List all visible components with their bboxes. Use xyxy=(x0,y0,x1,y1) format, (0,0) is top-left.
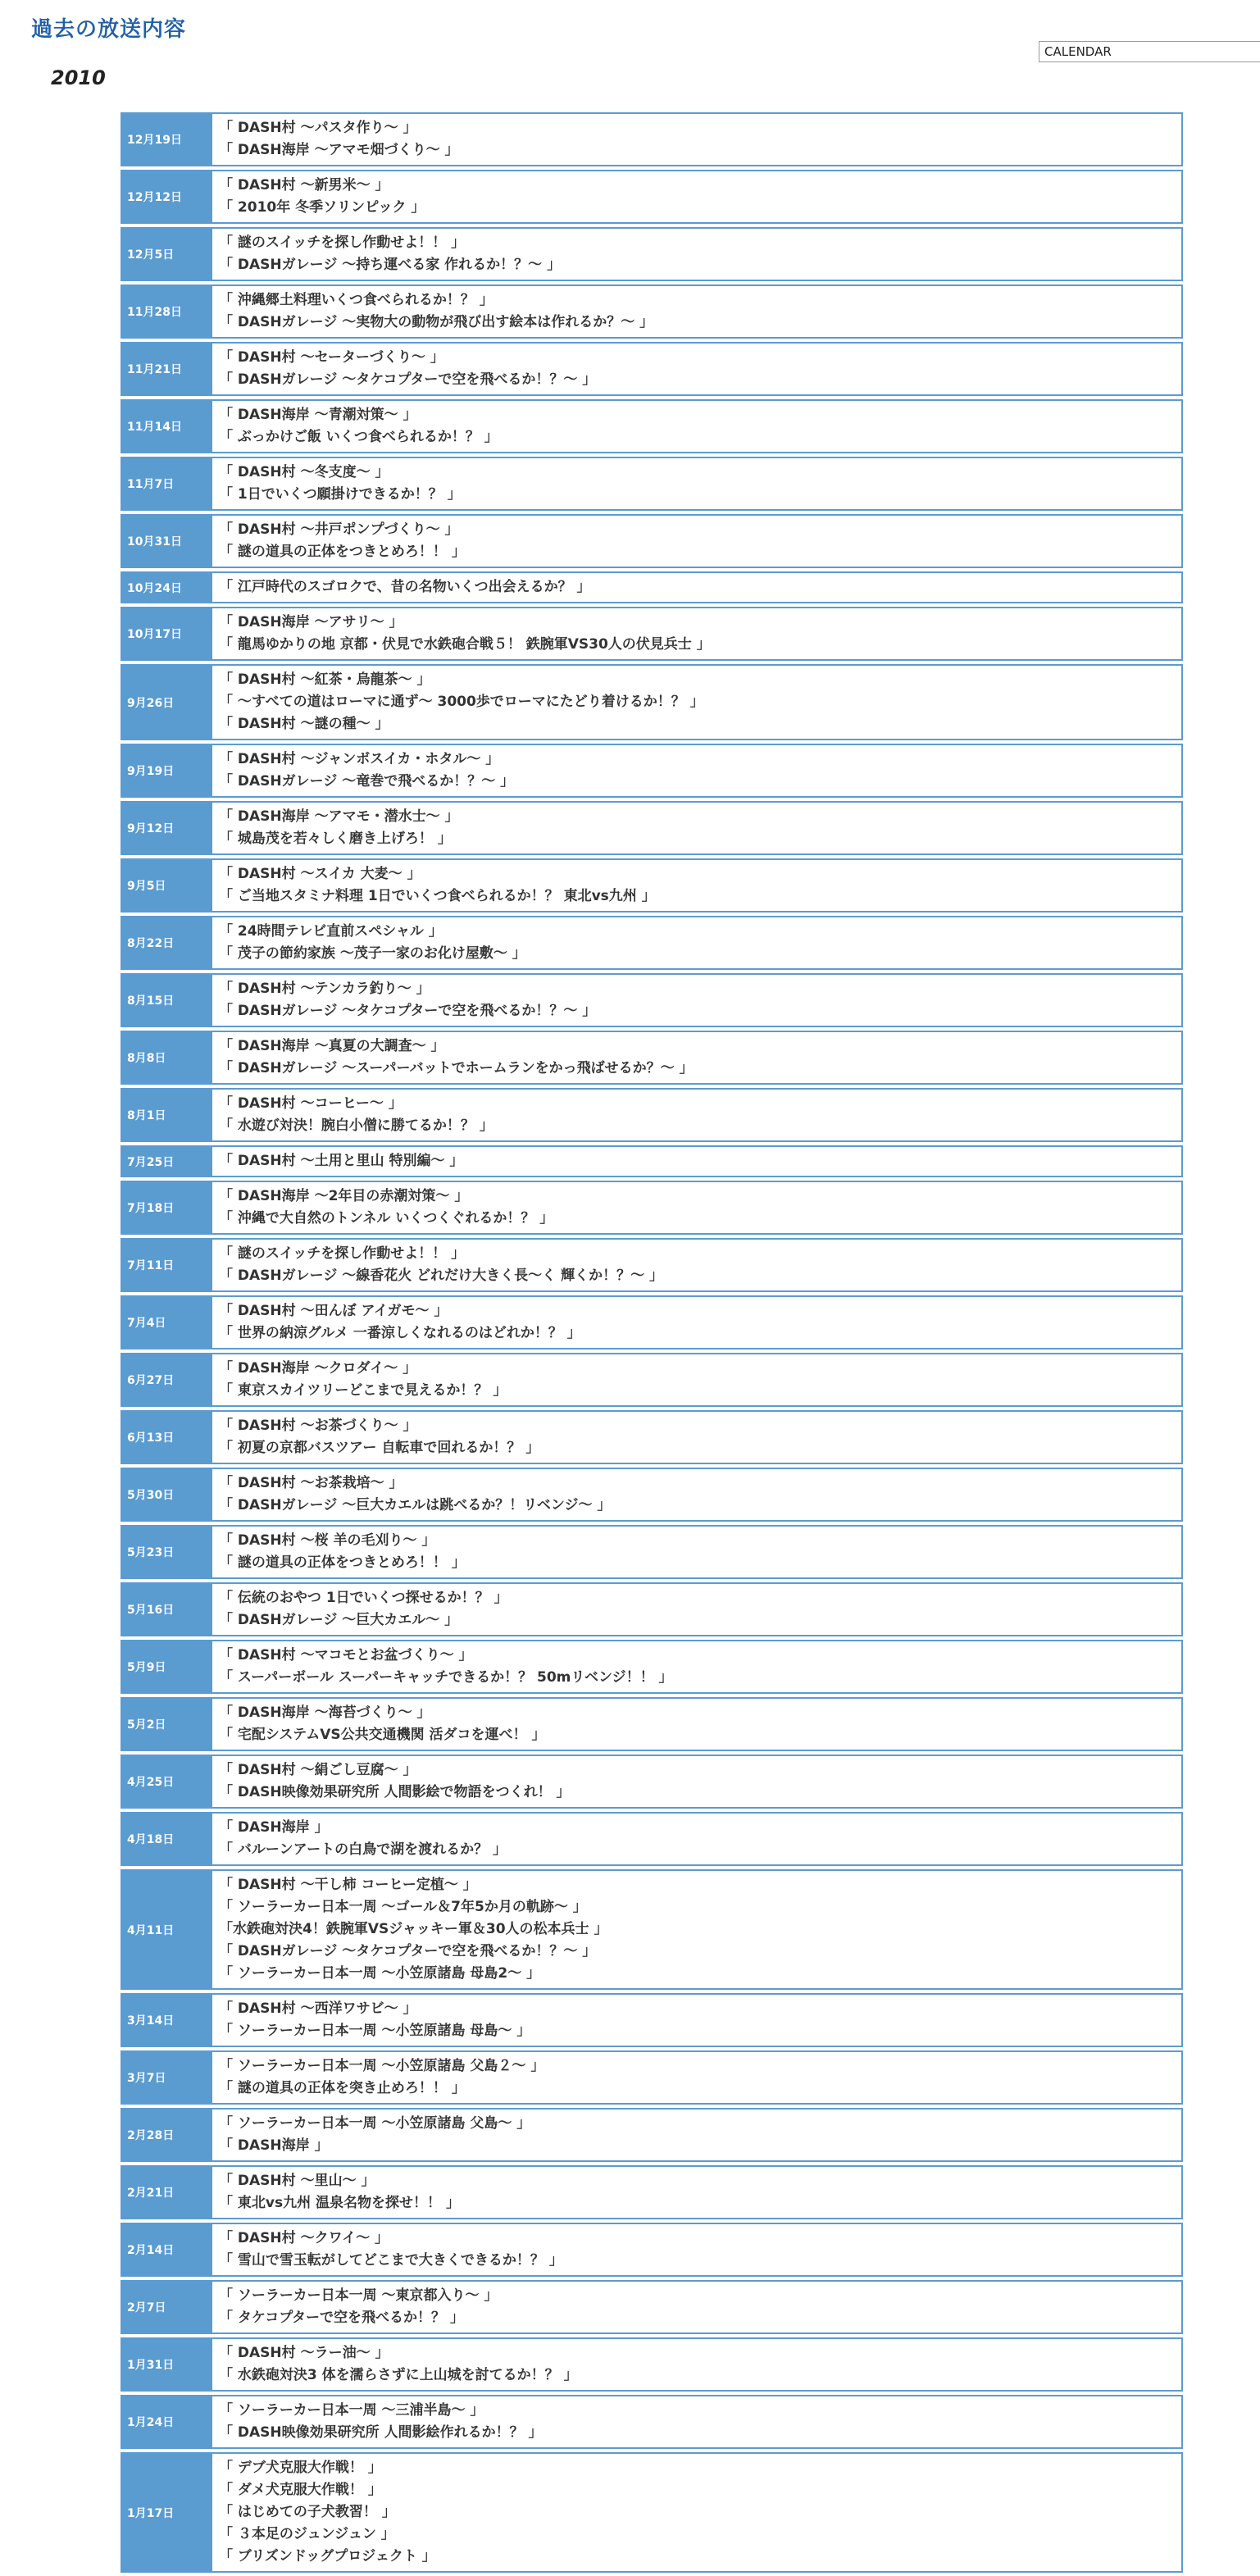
episode-title: 「 DASH村 ～謎の種～ 」 xyxy=(219,716,389,732)
episode-title: 「 DASH海岸 」 xyxy=(219,2137,329,2154)
episode-title: 「 DASH村 ～スイカ 大麦～ 」 xyxy=(219,866,421,882)
episode-title: 「 DASH村 ～冬支度～ 」 xyxy=(219,464,389,480)
episode-row xyxy=(121,170,1183,224)
episode-title: 「 雪山で雪玉転がしてどこまで大きくできるか！？ 」 xyxy=(219,2252,563,2269)
broadcast-date: 10月24日 xyxy=(122,573,211,602)
broadcast-date: 5月30日 xyxy=(122,1469,211,1520)
episode-titles xyxy=(211,860,1181,911)
broadcast-date: 7月11日 xyxy=(122,1240,211,1290)
episode-titles xyxy=(211,1814,1181,1864)
episode-row xyxy=(121,973,1183,1027)
episode-row xyxy=(121,1145,1183,1177)
episode-title: 「 ～すべての道はローマに通ず～ 3000歩でローマにたどり着けるか！？ 」 xyxy=(219,694,704,710)
episode-title: 「 DASH村 ～コーヒー～ 」 xyxy=(219,1095,403,1112)
episode-row xyxy=(121,607,1183,661)
episode-title: 「 沖縄で大自然のトンネル いくつくぐれるか！？ 」 xyxy=(219,1210,554,1227)
broadcast-date: 8月1日 xyxy=(122,1090,211,1140)
broadcast-date: 2月28日 xyxy=(122,2109,211,2160)
episode-row xyxy=(121,1755,1183,1809)
episode-titles xyxy=(211,1297,1181,1348)
episode-title: 「 DASH村 ～土用と里山 特別編～ 」 xyxy=(219,1153,464,1169)
episode-titles xyxy=(211,1032,1181,1083)
episode-title: 「 DASH村 ～マコモとお盆づくり～ 」 xyxy=(219,1647,473,1663)
episode-titles xyxy=(211,1469,1181,1520)
episode-title: 「 DASH海岸 」 xyxy=(219,1819,329,1836)
episode-row xyxy=(121,2223,1183,2277)
episode-title: 「 DASH村 ～セーターづくり～ 」 xyxy=(219,349,444,366)
episode-row xyxy=(121,457,1183,511)
episode-titles xyxy=(211,229,1181,280)
episode-titles xyxy=(211,1699,1181,1750)
episode-row xyxy=(121,1295,1183,1349)
episode-title: 「 DASH村 ～西洋ワサビ～ 」 xyxy=(219,2000,417,2017)
broadcast-date: 11月7日 xyxy=(122,458,211,509)
episode-title: 「 ソーラーカー日本一周 ～小笠原諸島 母島2～ 」 xyxy=(219,1965,541,1982)
episode-row xyxy=(121,399,1183,453)
episode-row xyxy=(121,571,1183,603)
episode-title: 「 謎のスイッチを探し作動せよ！！ 」 xyxy=(219,1245,466,1262)
episode-title: 「 ソーラーカー日本一周 ～小笠原諸島 父島～ 」 xyxy=(219,2115,531,2132)
episode-title: 「 水鉄砲対決3 体を濡らさずに上山城を討てるか！？ 」 xyxy=(219,2367,578,2383)
episode-title: 「 DASH村 ～テンカラ釣り～ 」 xyxy=(219,981,430,997)
episode-titles xyxy=(211,458,1181,509)
episode-title: 「 DASH村 ～井戸ポンプづくり～ 」 xyxy=(219,521,459,538)
episode-title: 「 DASHガレージ ～タケコプターで空を飛べるか！？～ 」 xyxy=(219,1943,597,1959)
episode-row xyxy=(121,1088,1183,1142)
episode-title: 「 謎のスイッチを探し作動せよ！！ 」 xyxy=(219,234,466,251)
episode-title: 「 ご当地スタミナ料理 1日でいくつ食べられるか！？ 東北vs九州 」 xyxy=(219,888,656,904)
broadcast-date: 8月15日 xyxy=(122,975,211,1026)
episode-row xyxy=(121,1353,1183,1407)
episode-title: 「 DASH村 ～桜 羊の毛刈り～ 」 xyxy=(219,1532,436,1549)
episode-titles xyxy=(211,2052,1181,2103)
episode-row xyxy=(121,1697,1183,1751)
episode-titles xyxy=(211,1641,1181,1692)
episode-title: 「 タケコプターで空を飛べるか！？ 」 xyxy=(219,2310,464,2326)
broadcast-date: 7月18日 xyxy=(122,1182,211,1233)
broadcast-date: 3月14日 xyxy=(122,1995,211,2046)
episode-title: 「 DASH海岸 ～アマモ・潜水士～ 」 xyxy=(219,808,459,825)
episode-titles xyxy=(211,975,1181,1026)
episode-title: 「 DASHガレージ ～竜巻で飛べるか！？～ 」 xyxy=(219,773,515,790)
episode-title: 「 DASH村 ～クワイ～ 」 xyxy=(219,2230,389,2246)
episode-title: 「 沖縄郷土料理いくつ食べられるか！？ 」 xyxy=(219,292,494,308)
broadcast-date: 3月7日 xyxy=(122,2052,211,2103)
episode-title: 「 DASH海岸 ～アサリ～ 」 xyxy=(219,614,403,630)
episode-title: 「 DASH村 ～干し柿 コーヒー定植～ 」 xyxy=(219,1877,477,1893)
episode-titles xyxy=(211,608,1181,659)
episode-row xyxy=(121,2280,1183,2334)
page-title: 過去の放送内容 xyxy=(31,17,187,42)
broadcast-date: 11月28日 xyxy=(122,286,211,337)
episode-title: 「 DASH海岸 ～青潮対策～ 」 xyxy=(219,407,417,423)
episode-row xyxy=(121,2165,1183,2219)
episode-row xyxy=(121,1812,1183,1866)
episode-titles xyxy=(211,1412,1181,1463)
episode-row xyxy=(121,916,1183,970)
episode-titles xyxy=(211,2339,1181,2390)
broadcast-date: 5月16日 xyxy=(122,1584,211,1635)
episode-row xyxy=(121,2452,1183,2573)
episode-titles xyxy=(211,1584,1181,1635)
episode-title: 「 1日でいくつ願掛けできるか！？ 」 xyxy=(219,486,462,503)
episode-titles xyxy=(211,2282,1181,2333)
episode-title: 「 DASH村 ～パスタ作り～ 」 xyxy=(219,120,417,136)
episode-title: 「 DASH映像効果研究所 人間影絵作れるか！？ 」 xyxy=(219,2424,543,2441)
episode-title: 「 DASHガレージ ～巨大カエル～ 」 xyxy=(219,1612,459,1628)
episode-title: 「 世界の納涼グルメ 一番涼しくなれるのはどれか！？ 」 xyxy=(219,1325,581,1341)
broadcast-date: 10月31日 xyxy=(122,516,211,567)
episode-title: 「 ３本足のジュンジュン 」 xyxy=(219,2526,395,2542)
broadcast-date: 2月21日 xyxy=(122,2167,211,2218)
episode-row xyxy=(121,1993,1183,2047)
broadcast-date: 5月2日 xyxy=(122,1699,211,1750)
episode-titles xyxy=(211,2224,1181,2275)
episode-title: 「 DASHガレージ ～タケコプターで空を飛べるか！？～ 」 xyxy=(219,371,597,388)
episode-row xyxy=(121,1468,1183,1522)
episode-title: 「 ソーラーカー日本一周 ～東京都入り～ 」 xyxy=(219,2287,498,2304)
broadcast-date: 12月12日 xyxy=(122,171,211,222)
episode-titles xyxy=(211,666,1181,739)
episode-row xyxy=(121,342,1183,396)
episode-title: 「 はじめての子犬教習！ 」 xyxy=(219,2504,396,2520)
broadcast-date: 12月19日 xyxy=(122,114,211,165)
broadcast-date: 2月7日 xyxy=(122,2282,211,2333)
year-heading: 2010 xyxy=(51,66,106,89)
episode-row xyxy=(121,514,1183,568)
episode-row xyxy=(121,2108,1183,2162)
episode-titles xyxy=(211,2396,1181,2447)
broadcast-date: 5月23日 xyxy=(122,1527,211,1577)
episode-title: 「 ソーラーカー日本一周 ～三浦半島～ 」 xyxy=(219,2402,484,2419)
episode-title: 「 DASH海岸 ～2年目の赤潮対策～ 」 xyxy=(219,1188,469,1204)
broadcast-date: 9月5日 xyxy=(122,860,211,911)
episode-row xyxy=(121,858,1183,913)
episode-title: 「 東京スカイツリーどこまで見えるか！？ 」 xyxy=(219,1382,507,1399)
episode-title: 「 ブリズンドッグプロジェクト 」 xyxy=(219,2548,436,2565)
episode-row xyxy=(121,1238,1183,1292)
broadcast-date: 1月17日 xyxy=(122,2454,211,2571)
episode-row xyxy=(121,284,1183,339)
episode-titles xyxy=(211,1995,1181,2046)
episode-titles xyxy=(211,401,1181,452)
episode-title: 「 DASH村 ～新男米～ 」 xyxy=(219,177,389,193)
episode-title: 「 24時間テレビ直前スペシャル 」 xyxy=(219,923,443,940)
episode-title: 「 宅配システムVS公共交通機関 活ダコを運べ！ 」 xyxy=(219,1727,546,1743)
episode-title: 「 DASH海岸 ～海苔づくり～ 」 xyxy=(219,1704,431,1721)
episode-title: 「 水遊び対決！腕白小僧に勝てるか！？ 」 xyxy=(219,1117,494,1134)
episode-titles xyxy=(211,1871,1181,1988)
episode-titles xyxy=(211,1354,1181,1405)
episode-title: 「 DASH海岸 ～クロダイ～ 」 xyxy=(219,1360,417,1377)
episode-titles xyxy=(211,114,1181,165)
episode-titles xyxy=(211,573,1181,602)
broadcast-date: 6月13日 xyxy=(122,1412,211,1463)
episode-title: 「 DASHガレージ ～スーパーバットでホームランをかっ飛ばせるか？～ 」 xyxy=(219,1060,694,1076)
episode-title: 「 城島茂を若々しく磨き上げろ！ 」 xyxy=(219,831,452,847)
episode-title: 「 DASH映像効果研究所 人間影絵で物語をつくれ！ 」 xyxy=(219,1784,571,1800)
episode-titles xyxy=(211,745,1181,796)
broadcast-date: 7月25日 xyxy=(122,1147,211,1176)
episode-titles xyxy=(211,516,1181,567)
episode-title: 「 DASHガレージ ～実物大の動物が飛び出す絵本は作れるか？～ 」 xyxy=(219,314,654,330)
episode-title: 「 茂子の節約家族 ～茂子一家のお化け屋敷～ 」 xyxy=(219,945,526,962)
episode-title: 「 DASH村 ～絹ごし豆腐～ 」 xyxy=(219,1762,417,1778)
episode-title: 「 ダメ犬克服大作戦！ 」 xyxy=(219,2482,382,2498)
episode-titles xyxy=(211,1090,1181,1140)
broadcast-date: 2月14日 xyxy=(122,2224,211,2275)
episode-title: 「 ソーラーカー日本一周 ～小笠原諸島 母島～ 」 xyxy=(219,2023,531,2039)
episode-titles xyxy=(211,1240,1181,1290)
broadcast-date: 11月14日 xyxy=(122,401,211,452)
broadcast-date: 1月24日 xyxy=(122,2396,211,2447)
broadcast-date: 10月17日 xyxy=(122,608,211,659)
episode-title: 「 謎の道具の正体をつきとめろ！！ 」 xyxy=(219,1554,466,1571)
episode-title: 「 伝統のおやつ 1日でいくつ探せるか！？ 」 xyxy=(219,1590,508,1606)
episode-title: 「 DASHガレージ ～巨大カエルは跳べるか？！リベンジ～ 」 xyxy=(219,1497,612,1513)
episode-title: 「 謎の道具の正体をつきとめろ！！ 」 xyxy=(219,544,466,560)
episode-titles xyxy=(211,2109,1181,2160)
episode-title: 「 初夏の京都バスツアー 自転車で回れるか！？ 」 xyxy=(219,1440,540,1456)
broadcast-date: 8月22日 xyxy=(122,917,211,968)
episode-title: 「 スーパーボール スーパーキャッチできるか！？ 50mリベンジ！！ 」 xyxy=(219,1669,673,1686)
episode-title: 「水鉄砲対決4！鉄腕軍VSジャッキー軍＆30人の松本兵士 」 xyxy=(219,1921,608,1937)
episode-titles xyxy=(211,917,1181,968)
episode-row xyxy=(121,1410,1183,1464)
broadcast-date: 9月19日 xyxy=(122,745,211,796)
episode-title: 「 DASHガレージ ～タケコプターで空を飛べるか！？～ 」 xyxy=(219,1003,597,1019)
episode-title: 「 DASH村 ～ラー油～ 」 xyxy=(219,2345,389,2361)
episode-titles xyxy=(211,286,1181,337)
episode-row xyxy=(121,664,1183,740)
episode-title: 「 DASH海岸 ～真夏の大調査～ 」 xyxy=(219,1038,445,1054)
episode-title: 「 DASH村 ～紅茶・烏龍茶～ 」 xyxy=(219,671,431,688)
episode-row xyxy=(121,1869,1183,1990)
broadcast-date: 4月25日 xyxy=(122,1756,211,1807)
episode-title: 「 龍馬ゆかりの地 京都・伏見で水鉄砲合戦５！ 鉄腕軍VS30人の伏見兵士 」 xyxy=(219,636,711,653)
episode-title: 「 DASH村 ～お茶づくり～ 」 xyxy=(219,1418,417,1434)
broadcast-date: 7月4日 xyxy=(122,1297,211,1348)
episode-row xyxy=(121,227,1183,281)
episode-titles xyxy=(211,803,1181,853)
episode-title: 「 謎の道具の正体を突き止めろ！！ 」 xyxy=(219,2080,466,2096)
episode-row xyxy=(121,801,1183,855)
broadcast-date: 4月11日 xyxy=(122,1871,211,1988)
episode-row xyxy=(121,2050,1183,2105)
episode-row xyxy=(121,1525,1183,1579)
episode-title: 「 2010年 冬季ソリンピック 」 xyxy=(219,199,425,216)
episode-titles xyxy=(211,1182,1181,1233)
broadcast-date: 4月18日 xyxy=(122,1814,211,1864)
episode-title: 「 東北vs九州 温泉名物を探せ！！ 」 xyxy=(219,2195,460,2211)
episode-title: 「 DASH村 ～ジャンボスイカ・ホタル～ 」 xyxy=(219,751,500,767)
episode-row xyxy=(121,1181,1183,1235)
episode-row xyxy=(121,2337,1183,2392)
episode-row xyxy=(121,2395,1183,2449)
episode-titles xyxy=(211,344,1181,394)
episode-row xyxy=(121,744,1183,798)
episode-title: 「 DASH村 ～里山～ 」 xyxy=(219,2173,375,2189)
broadcast-date: 11月21日 xyxy=(122,344,211,394)
episode-title: 「 デブ犬克服大作戦！ 」 xyxy=(219,2460,382,2476)
episode-title: 「 DASH村 ～田んぼ アイガモ～ 」 xyxy=(219,1303,448,1319)
episode-title: 「 ソーラーカー日本一周 ～ゴール＆7年5か月の軌跡～ 」 xyxy=(219,1899,587,1915)
episode-title: 「 DASH海岸 ～アマモ畑づくり～ 」 xyxy=(219,142,459,158)
broadcast-date: 9月26日 xyxy=(122,666,211,739)
episode-titles xyxy=(211,1756,1181,1807)
broadcast-schedule-table xyxy=(121,112,1183,2576)
broadcast-date: 8月8日 xyxy=(122,1032,211,1083)
broadcast-date: 6月27日 xyxy=(122,1354,211,1405)
episode-row xyxy=(121,112,1183,166)
episode-titles xyxy=(211,1527,1181,1577)
episode-titles xyxy=(211,171,1181,222)
broadcast-date: 9月12日 xyxy=(122,803,211,853)
episode-titles xyxy=(211,2167,1181,2218)
episode-title: 「 ソーラーカー日本一周 ～小笠原諸島 父島２～ 」 xyxy=(219,2058,545,2074)
broadcast-date: 1月31日 xyxy=(122,2339,211,2390)
episode-row xyxy=(121,1582,1183,1636)
episode-title: 「 ぶっかけご飯 いくつ食べられるか！？ 」 xyxy=(219,429,498,445)
episode-title: 「 DASH村 ～お茶栽培～ 」 xyxy=(219,1475,403,1491)
calendar-select[interactable]: CALENDAR xyxy=(1039,41,1260,62)
episode-title: 「 バルーンアートの白鳥で湖を渡れるか？ 」 xyxy=(219,1841,507,1858)
broadcast-date: 12月5日 xyxy=(122,229,211,280)
episode-title: 「 江戸時代のスゴロクで、昔の名物いくつ出会えるか？ 」 xyxy=(219,579,591,595)
episode-row xyxy=(121,1031,1183,1085)
episode-title: 「 DASHガレージ ～線香花火 どれだけ大きく長～く 輝くか！？～ 」 xyxy=(219,1268,663,1284)
episode-titles xyxy=(211,1147,1181,1176)
episode-row xyxy=(121,1640,1183,1694)
broadcast-date: 5月9日 xyxy=(122,1641,211,1692)
episode-title: 「 DASHガレージ ～持ち運べる家 作れるか！？～ 」 xyxy=(219,257,562,273)
episode-titles xyxy=(211,2454,1181,2571)
